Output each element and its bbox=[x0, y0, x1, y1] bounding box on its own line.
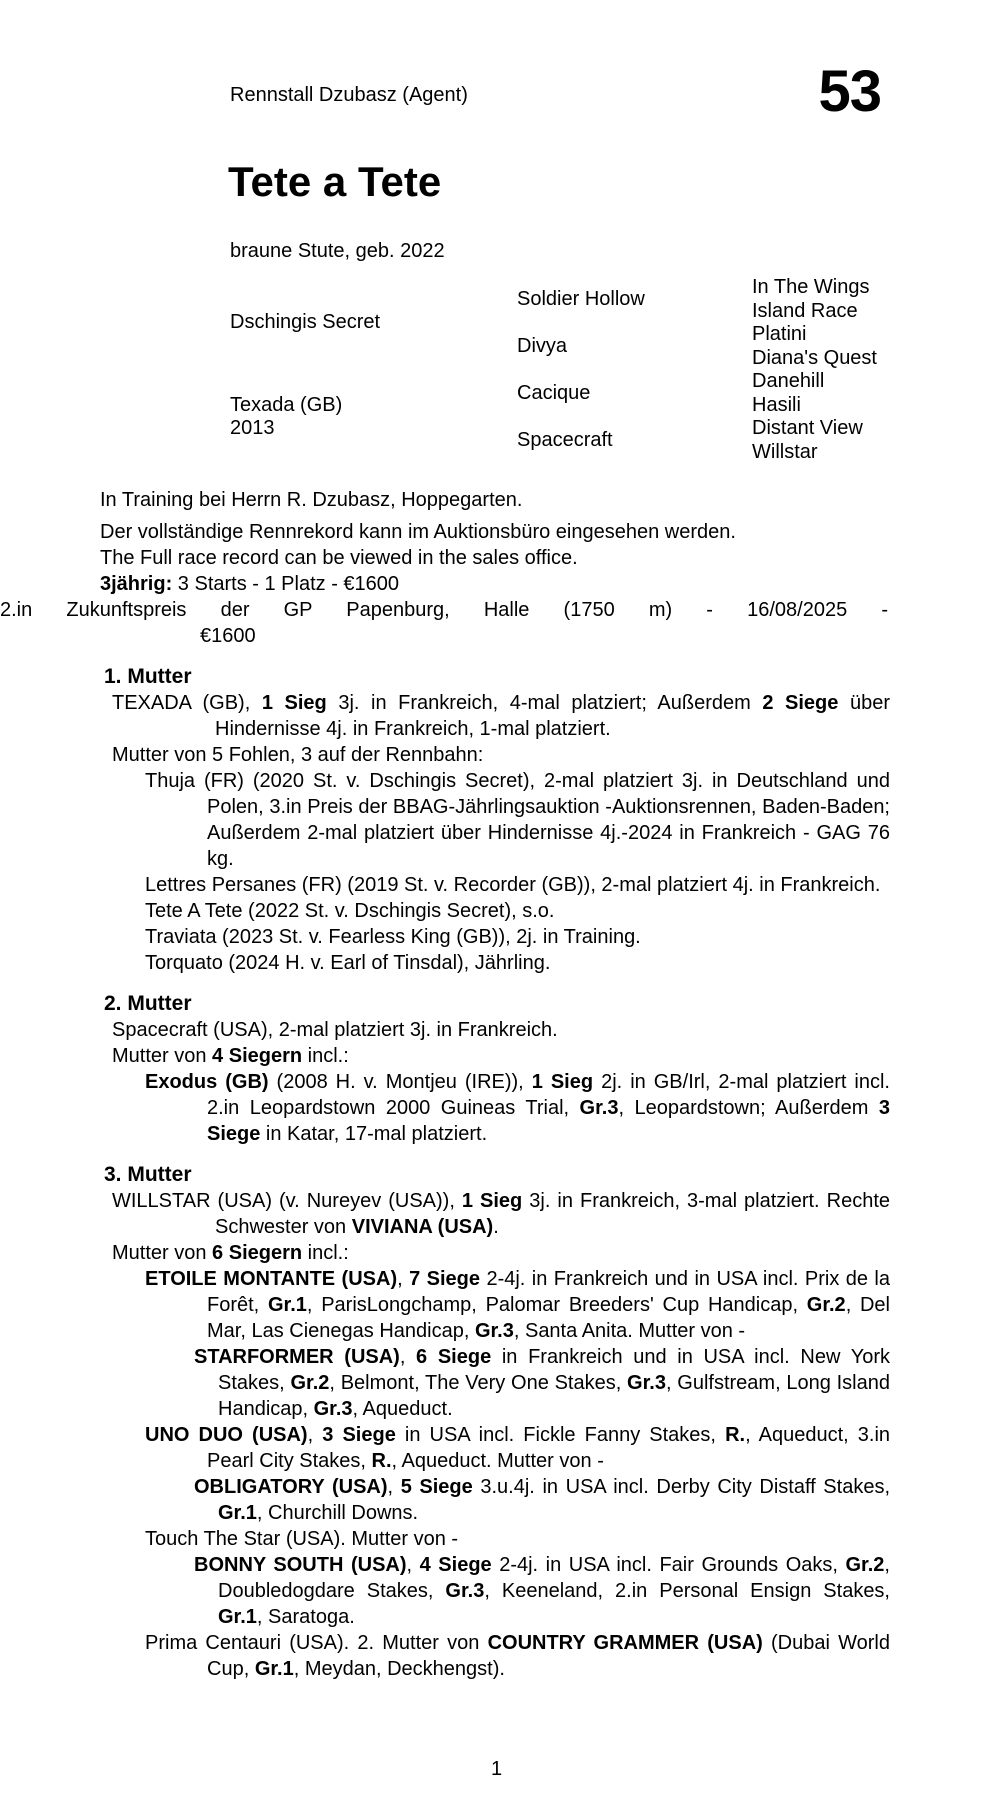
pedigree-gen2-ancestor bbox=[517, 276, 752, 323]
training-note: In Training bei Herrn R. Dzubasz, Hoppegarten. bbox=[100, 489, 523, 511]
pedigree-gen1-dam bbox=[230, 370, 517, 464]
pedigree-name: Soldier Hollow bbox=[517, 287, 645, 310]
pedigree-name: Divya bbox=[517, 334, 568, 357]
pedigree-gen2-ancestor bbox=[517, 323, 752, 370]
offspring-traviata: Traviata (2023 St. v. Fearless King (GB)), 2j. in Training. bbox=[145, 926, 641, 948]
offspring-torquato: Torquato (2024 H. v. Earl of Tinsdal), Jährling. bbox=[145, 952, 551, 974]
offspring-uno-duo: UNO DUO (USA), 3 Siege in USA incl. Fickle Fanny Stakes, R., Aqueduct, 3.in Pearl City Stakes, R., Aqueduct. Mutter von - bbox=[145, 1424, 891, 1472]
record-note-en: The Full race record can be viewed in the sales office. bbox=[100, 547, 578, 569]
offspring-prima-centauri: Prima Centauri (USA). 2. Mutter von COUNTRY GRAMMER (USA) (Dubai World Cup, Gr.1, Meydan, Deckhengst). bbox=[145, 1632, 890, 1680]
lot-number: 53 bbox=[818, 59, 881, 124]
pedigree-gen3-ancestor bbox=[752, 370, 890, 394]
pedigree-name: Willstar bbox=[752, 440, 818, 463]
pedigree-name: Diana's Quest bbox=[752, 346, 877, 369]
pedigree-name: Island Race bbox=[752, 299, 858, 322]
offspring-lettres-persanes: Lettres Persanes (FR) (2019 St. v. Recorder (GB)), 2-mal platziert 4j. in Frankreich. bbox=[145, 874, 881, 896]
pedigree-gen3-ancestor bbox=[752, 394, 890, 418]
pedigree-name: Platini bbox=[752, 323, 807, 345]
page-number: 1 bbox=[490, 1758, 503, 1780]
pedigree-name: 2013 bbox=[230, 417, 275, 439]
horse-description: braune Stute, geb. 2022 bbox=[230, 240, 445, 262]
pedigree-name: Texada (GB) bbox=[230, 393, 343, 416]
pedigree-gen3-ancestor bbox=[752, 417, 890, 441]
pedigree-table bbox=[230, 276, 890, 464]
dam-willstar-produce: Mutter von 6 Siegern incl.: bbox=[112, 1242, 349, 1264]
horse-name: Tete a Tete bbox=[228, 158, 442, 205]
pedigree-gen2-ancestor bbox=[517, 370, 752, 417]
pedigree-gen3-ancestor bbox=[752, 323, 890, 347]
pedigree-name: In The Wings bbox=[752, 276, 870, 298]
dam-spacecraft-produce: Mutter von 4 Siegern incl.: bbox=[112, 1045, 349, 1067]
dam-willstar: WILLSTAR (USA) (v. Nureyev (USA)), 1 Sieg 3j. in Frankreich, 3-mal platziert. Rechte Schwester von VIVIANA (USA). bbox=[112, 1190, 890, 1238]
offspring-starformer: STARFORMER (USA), 6 Siege in Frankreich und in USA incl. New York Stakes, Gr.2, Belmont, The Very One Stakes, Gr.3, Gulfstream, Long Island Handicap, Gr.3, Aqueduct. bbox=[194, 1346, 890, 1420]
offspring-tete-a-tete: Tete A Tete (2022 St. v. Dschingis Secret), s.o. bbox=[145, 900, 555, 922]
pedigree-name: Hasili bbox=[752, 393, 801, 416]
dam-texada: TEXADA (GB), 1 Sieg 3j. in Frankreich, 4-mal platziert; Außerdem 2 Siege über Hindernisse 4j. in Frankreich, 1-mal platziert. bbox=[112, 692, 890, 740]
offspring-obligatory: OBLIGATORY (USA), 5 Siege 3.u.4j. in USA incl. Derby City Distaff Stakes, Gr.1, Churchill Downs. bbox=[194, 1476, 890, 1524]
pedigree-gen3-ancestor bbox=[752, 347, 890, 371]
offspring-thuja: Thuja (FR) (2020 St. v. Dschingis Secret), 2-mal platziert 3j. in Deutschland und Polen, 3.in Preis der BBAG-Jährlingsauktion -Auktionsrennen, Baden-Baden; Außerdem 2-mal platziert über Hindernisse 4j.-2024 in Frankreich - GAG 76 kg. bbox=[145, 770, 890, 870]
pedigree-name: Cacique bbox=[517, 381, 591, 404]
pedigree-gen3-ancestor bbox=[752, 441, 890, 465]
offspring-bonny-south: BONNY SOUTH (USA), 4 Siege 2-4j. in USA incl. Fair Grounds Oaks, Gr.2, Doubledogdare Stakes, Gr.3, Keeneland, 2.in Personal Ensign Stakes, Gr.1, Saratoga. bbox=[194, 1554, 890, 1628]
section-heading-3: 3. Mutter bbox=[104, 1163, 192, 1186]
pedigree-name: Distant View bbox=[752, 417, 863, 439]
offspring-etoile-montante: ETOILE MONTANTE (USA), 7 Siege 2-4j. in Frankreich und in USA incl. Prix de la Forêt, Gr.1, ParisLongchamp, Palomar Breeders' Cup Handicap, Gr.2, Del Mar, Las Cienegas Handicap, Gr.3, Santa Anita. Mutter von - bbox=[145, 1268, 890, 1342]
section-heading-1: 1. Mutter bbox=[104, 665, 192, 688]
race-record-detail: 2.in Zukunftspreis der GP Papenburg, Halle (1750 m) - 16/08/2025 -€1600 bbox=[0, 599, 888, 647]
pedigree-name: Dschingis Secret bbox=[230, 311, 381, 334]
pedigree-name: Spacecraft bbox=[517, 428, 613, 451]
offspring-touch-the-star: Touch The Star (USA). Mutter von - bbox=[145, 1528, 459, 1550]
catalog-body bbox=[0, 487, 891, 1682]
pedigree-gen3-ancestor bbox=[752, 300, 890, 324]
section-heading-2: 2. Mutter bbox=[104, 992, 192, 1015]
dam-spacecraft: Spacecraft (USA), 2-mal platziert 3j. in Frankreich. bbox=[112, 1019, 558, 1041]
pedigree-gen3-ancestor bbox=[752, 276, 890, 300]
record-note-de: Der vollständige Rennrekord kann im Auktionsbüro eingesehen werden. bbox=[100, 521, 736, 543]
pedigree-gen1-sire bbox=[230, 276, 517, 370]
pedigree-name: Danehill bbox=[752, 370, 825, 392]
dam-texada-produce: Mutter von 5 Fohlen, 3 auf der Rennbahn: bbox=[112, 744, 484, 766]
pedigree-gen2-ancestor bbox=[517, 417, 752, 464]
race-record-summary: 3jährig: 3 Starts - 1 Platz - €1600 bbox=[100, 573, 400, 595]
consignor: Rennstall Dzubasz (Agent) bbox=[230, 84, 468, 106]
offspring-exodus: Exodus (GB) (2008 H. v. Montjeu (IRE)), 1 Sieg 2j. in GB/Irl, 2-mal platziert incl. 2.in Leopardstown 2000 Guineas Trial, Gr.3, Leopardstown; Außerdem 3 Siege in Katar, 17-mal platziert. bbox=[145, 1071, 890, 1145]
